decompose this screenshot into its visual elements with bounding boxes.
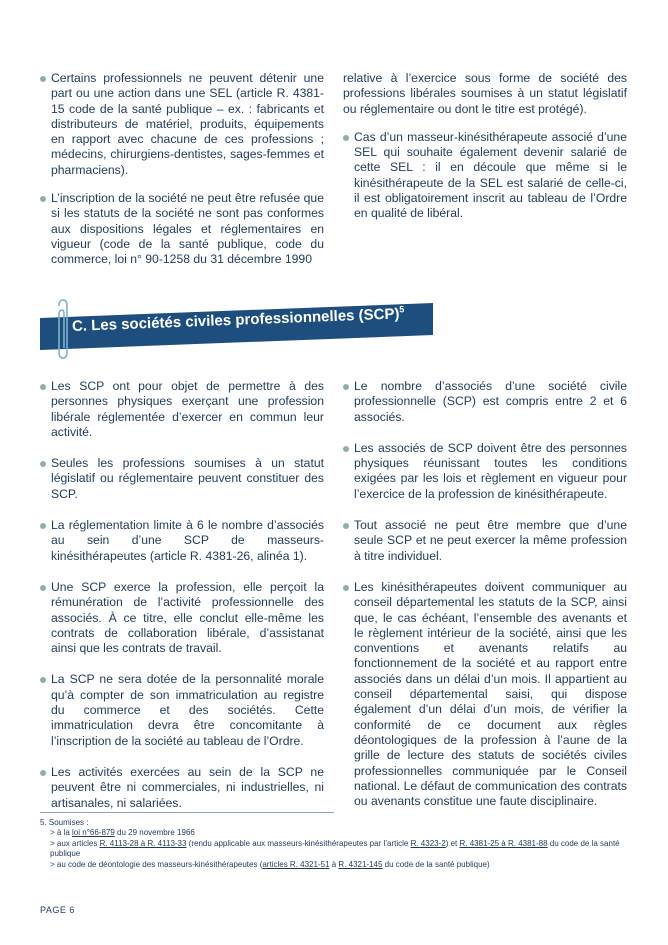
list-item: La réglementation limite à 6 le nombre d’associés au sein d’une SCP de masseurs-kinésithérapeutes (article R. 4381-26, alinéa 1). [40,518,324,564]
footnote-link[interactable]: R. 4323-2 [410,838,446,848]
list-item: Les activités exercées au sein de la SCP ne peuvent être ni commerciales, ni industrielles, ni artisanales, ni salariées. [40,765,324,811]
bullet-dot-icon [40,770,46,776]
bullet-dot-icon [40,523,46,529]
list-item: L’inscription de la société ne peut être refusée que si les statuts de la société ne sont pas conformes aux dispositions légales et réglementaires en vigueur (code de la santé publique, code du commerce, loi n° 90-1258 du 31 décembre 1990 [40,191,324,267]
list-item: Certains professionnels ne peuvent détenir une part ou une action dans une SEL (article R. 4381-15 code de la santé publique – ex. : fabricants et distributeurs de matériel, produits, équipements en rapport avec chacune de ces professions ; médecins, chirurgiens-dentistes, sages-femmes et pharmaciens). [40,71,324,178]
footnote-link[interactable]: R. 4113-28 à R. 4113-33 [99,838,187,848]
scp-left-column [40,379,324,827]
list-item: Le nombre d’associés d’une société civile professionnelle (SCP) est compris entre 2 et 6 associés. [343,379,627,425]
footnote-link[interactable]: R. 4381-25 à R. 4381-88 [459,838,548,848]
list-item: Les SCP ont pour objet de permettre à des personnes physiques exerçant une profession libérale réglementée d’exercer en commun leur activité. [40,379,324,440]
section-banner [40,303,433,350]
list-item: Seules les professions soumises à un statut législatif ou réglementaire peuvent constituer des SCP. [40,456,324,502]
list-item: Les kinésithérapeutes doivent communiquer au conseil départemental les statuts de la SCP, ainsi que, le cas échéant, l’ensemble des avenants et le règlement intérieur de la société, ainsi que les conventions et avenants relatifs au fonctionnement de la société et au rapport entre associés dans un délai d’un mois. Il appartient au conseil départemental saisi, qui dispose également d’un délai d’un mois, de vérifier la conformité de ce document aux règles déontologiques de la profession à l’aune de la grille de lecture des statuts de sociétés civiles professionnelles communiquée par le Conseil national. Le défaut de communication des contrats ou avenants constitue une faute disciplinaire. [343,580,627,809]
bullet-dot-icon [40,384,46,390]
top-right-column [343,71,627,235]
bullet-dot-icon [343,135,349,141]
footnote-link[interactable]: articles R. 4321-51 [262,859,330,869]
list-item: Cas d’un masseur-kinésithérapeute associé d’une SEL qui souhaite également devenir salarié de cette SEL : il en découle que même si le kinésithérapeute de la SEL est salarié de celle-ci, il est obligatoirement inscrit au tableau de l’Ordre en qualité de libéral. [343,130,627,222]
list-item: La SCP ne sera dotée de la personnalité morale qu’à compter de son immatriculation au registre du commerce et des sociétés. Cette immatriculation devra être concomitante à l’inscription de la société au tableau de l’Ordre. [40,672,324,748]
footnote-line: > à la loi n°66-879 du 29 novembre 1966 [50,828,195,838]
bullet-dot-icon [343,523,349,529]
list-item: Une SCP exerce la profession, elle perçoit la rémunération de l’activité professionnelle des associés. À ce titre, elle conclut elle-même les contrats de collaboration libérale, d’assistanat ainsi que les contrats de travail. [40,580,324,656]
list-item: Tout associé ne peut être membre que d’une seule SCP et ne peut exercer la même profession à titre individuel. [343,518,627,564]
footnote-heading: 5. Soumises : [40,818,89,827]
scp-right-column [343,379,627,825]
footnotes [40,818,630,870]
bullet-dot-icon [40,196,46,202]
page-number: PAGE 6 [40,905,75,915]
footnote-link[interactable]: loi n°66-879 [72,828,115,838]
bullet-dot-icon [40,461,46,467]
bullet-dot-icon [40,585,46,591]
footnote-link[interactable]: R. 4321-145 [338,859,383,869]
footnote-line: > aux articles R. 4113-28 à R. 4113-33 (rendu applicable aux masseurs-kinésithérapeutes par l’article R. 4323-2) et R. 4381-25 à R. 4381-88 du code de la santé publique [50,838,620,859]
bullet-dot-icon [40,76,46,82]
bullet-dot-icon [343,446,349,452]
bullet-dot-icon [40,677,46,683]
paperclip-icon [55,298,71,360]
list-item: Les associés de SCP doivent être des personnes physiques réunissant toutes les conditions exigées par les lois et règlement en vigueur pour l’exercice de la profession de kinésithérapeute. [343,441,627,502]
section-title: C. Les sociétés civiles professionnelles (SCP)$^5$ [71,304,405,335]
continued-paragraph: relative à l’exercice sous forme de société des professions libérales soumises à un statut législatif ou réglementaire ou dont le titre est protégé). [343,71,627,116]
footnote-divider [40,812,334,813]
footnote-line: > au code de déontologie des masseurs-kinésithérapeutes (articles R. 4321-51 à R. 4321-145 du code de la santé publique) [50,859,490,869]
bullet-dot-icon [343,384,349,390]
bullet-dot-icon [343,585,349,591]
top-left-column [40,71,324,281]
